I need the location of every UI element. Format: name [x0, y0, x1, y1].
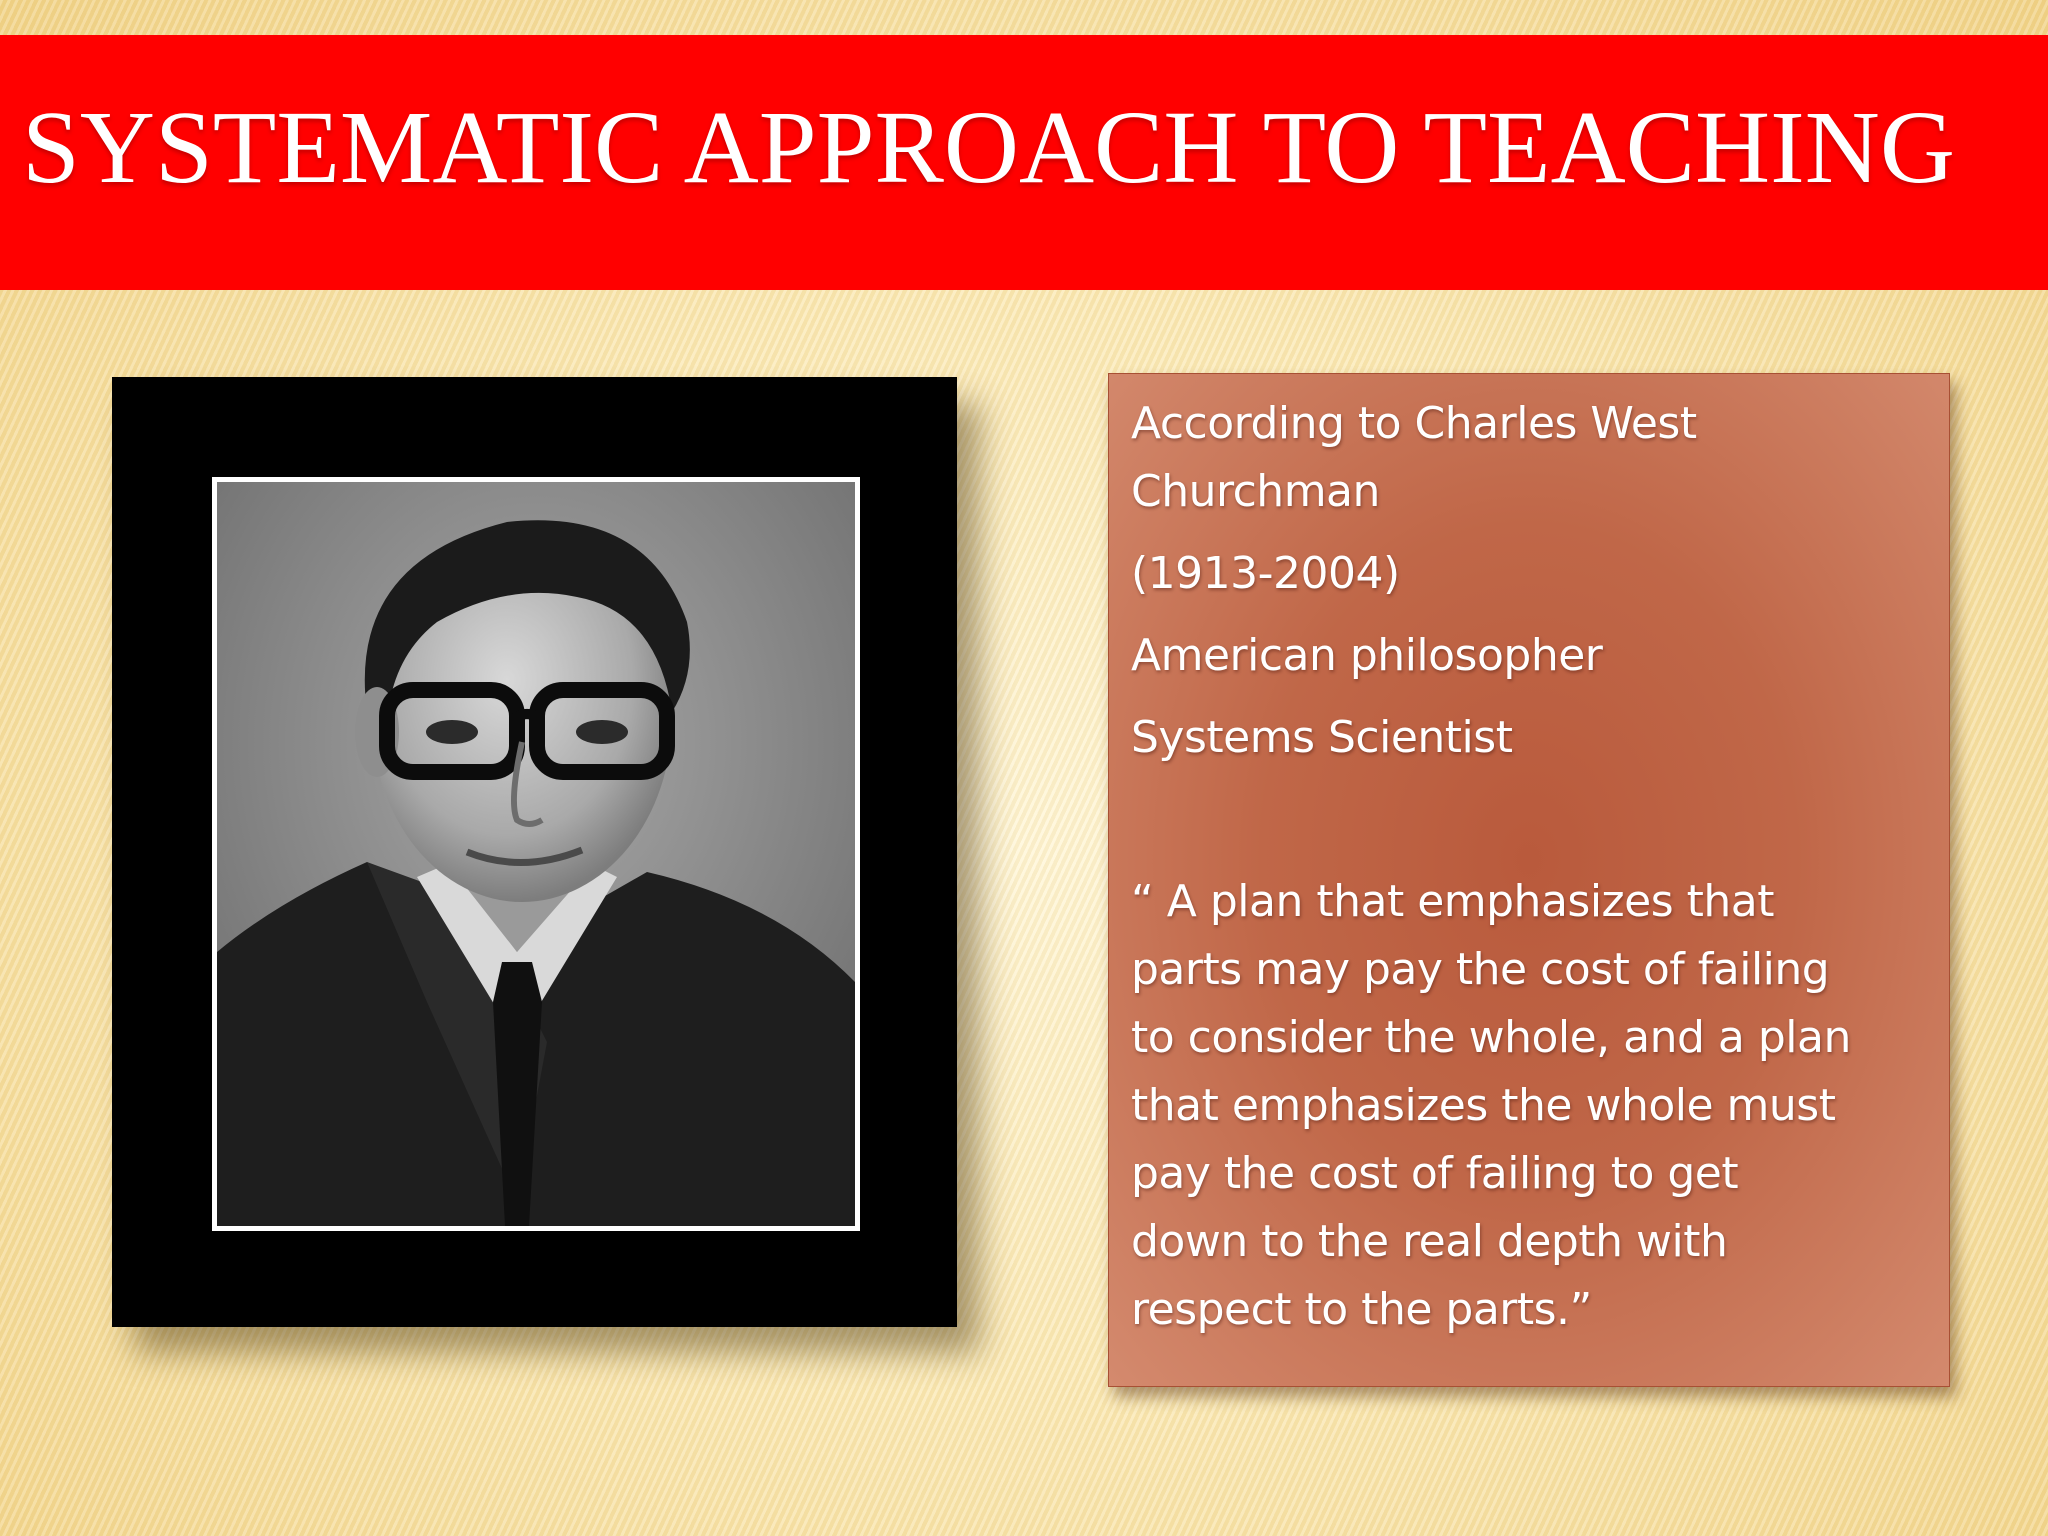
role-philosopher: American philosopher [1131, 630, 1603, 681]
portrait-illustration [217, 482, 855, 1226]
portrait-frame [112, 377, 957, 1327]
quote-line: to consider the whole, and a plan [1131, 1012, 1851, 1063]
role-scientist: Systems Scientist [1131, 712, 1513, 763]
intro-line: According to Charles West [1131, 398, 1697, 449]
quote-line: “ A plan that emphasizes that [1131, 876, 1774, 927]
quote-line: that emphasizes the whole must [1131, 1080, 1836, 1131]
quote-line: parts may pay the cost of failing [1131, 944, 1830, 995]
quote-line: pay the cost of failing to get [1131, 1148, 1739, 1199]
portrait-photo [212, 477, 860, 1231]
years-line: (1913-2004) [1131, 548, 1400, 599]
name-line: Churchman [1131, 466, 1380, 517]
info-card [1108, 373, 1950, 1387]
slide-title: SYSTEMATIC APPROACH TO TEACHING [22, 90, 1955, 205]
quote-line: down to the real depth with [1131, 1216, 1728, 1267]
quote-line: respect to the parts.” [1131, 1284, 1592, 1335]
